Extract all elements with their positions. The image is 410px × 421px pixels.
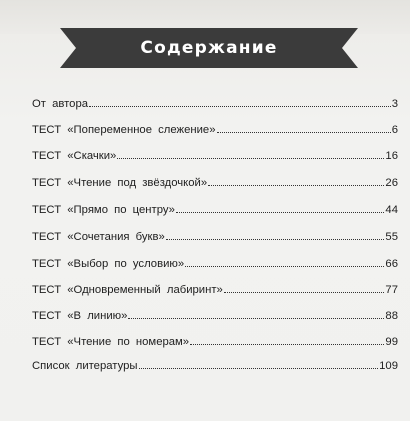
toc-row[interactable] [32, 173, 398, 189]
toc-page-number: 88 [385, 310, 398, 322]
toc-page-number: 26 [385, 177, 398, 189]
toc-row[interactable] [32, 356, 398, 372]
toc-row[interactable] [32, 280, 398, 296]
toc-entry-label: ТЕСТ «Выбор по условию» [32, 258, 185, 270]
toc-entry-label: От автора [32, 98, 89, 110]
toc-entry-label: ТЕСТ «Сочетания букв» [32, 231, 165, 243]
toc-row[interactable] [32, 120, 398, 136]
toc-page-number: 3 [391, 98, 398, 110]
toc-leader-dots [190, 344, 384, 345]
toc-page-number: 99 [385, 336, 398, 348]
toc-entry-label: ТЕСТ «Прямо по центру» [32, 204, 175, 216]
toc-leader-dots [139, 368, 379, 369]
toc-leader-dots [117, 158, 384, 159]
toc-leader-dots [208, 185, 384, 186]
toc-leader-dots [89, 106, 391, 107]
toc-page-number: 16 [385, 150, 398, 162]
toc-leader-dots [217, 132, 391, 133]
toc-page-number: 55 [385, 231, 398, 243]
toc-entry-label: ТЕСТ «Чтение под звёздочкой» [32, 177, 208, 189]
toc-page-number: 109 [379, 360, 398, 372]
toc-leader-dots [176, 212, 385, 213]
toc-page-number: 44 [385, 204, 398, 216]
toc-page-number: 77 [385, 284, 398, 296]
toc-row[interactable] [32, 227, 398, 243]
toc-entry-label: Список литературы [32, 360, 138, 372]
toc-entry-label: ТЕСТ «Чтение по номерам» [32, 336, 190, 348]
toc-row[interactable] [32, 94, 398, 110]
toc-row[interactable] [32, 146, 398, 162]
toc-row[interactable] [32, 306, 398, 322]
toc-leader-dots [224, 292, 385, 293]
toc-entry-label: ТЕСТ «В линию» [32, 310, 128, 322]
toc-leader-dots [166, 239, 385, 240]
toc-row[interactable] [32, 200, 398, 216]
contents-ribbon [60, 28, 358, 68]
toc-row[interactable] [32, 254, 398, 270]
toc-leader-dots [128, 318, 384, 319]
toc-entry-label: ТЕСТ «Попеременное слежение» [32, 124, 216, 136]
toc-entry-label: ТЕСТ «Одновременный лабиринт» [32, 284, 223, 296]
page-title: Содержание [140, 38, 278, 58]
toc-leader-dots [185, 266, 384, 267]
toc-row[interactable] [32, 332, 398, 348]
toc-page-number: 66 [385, 258, 398, 270]
toc-page-number: 6 [391, 124, 398, 136]
toc-entry-label: ТЕСТ «Скачки» [32, 150, 117, 162]
